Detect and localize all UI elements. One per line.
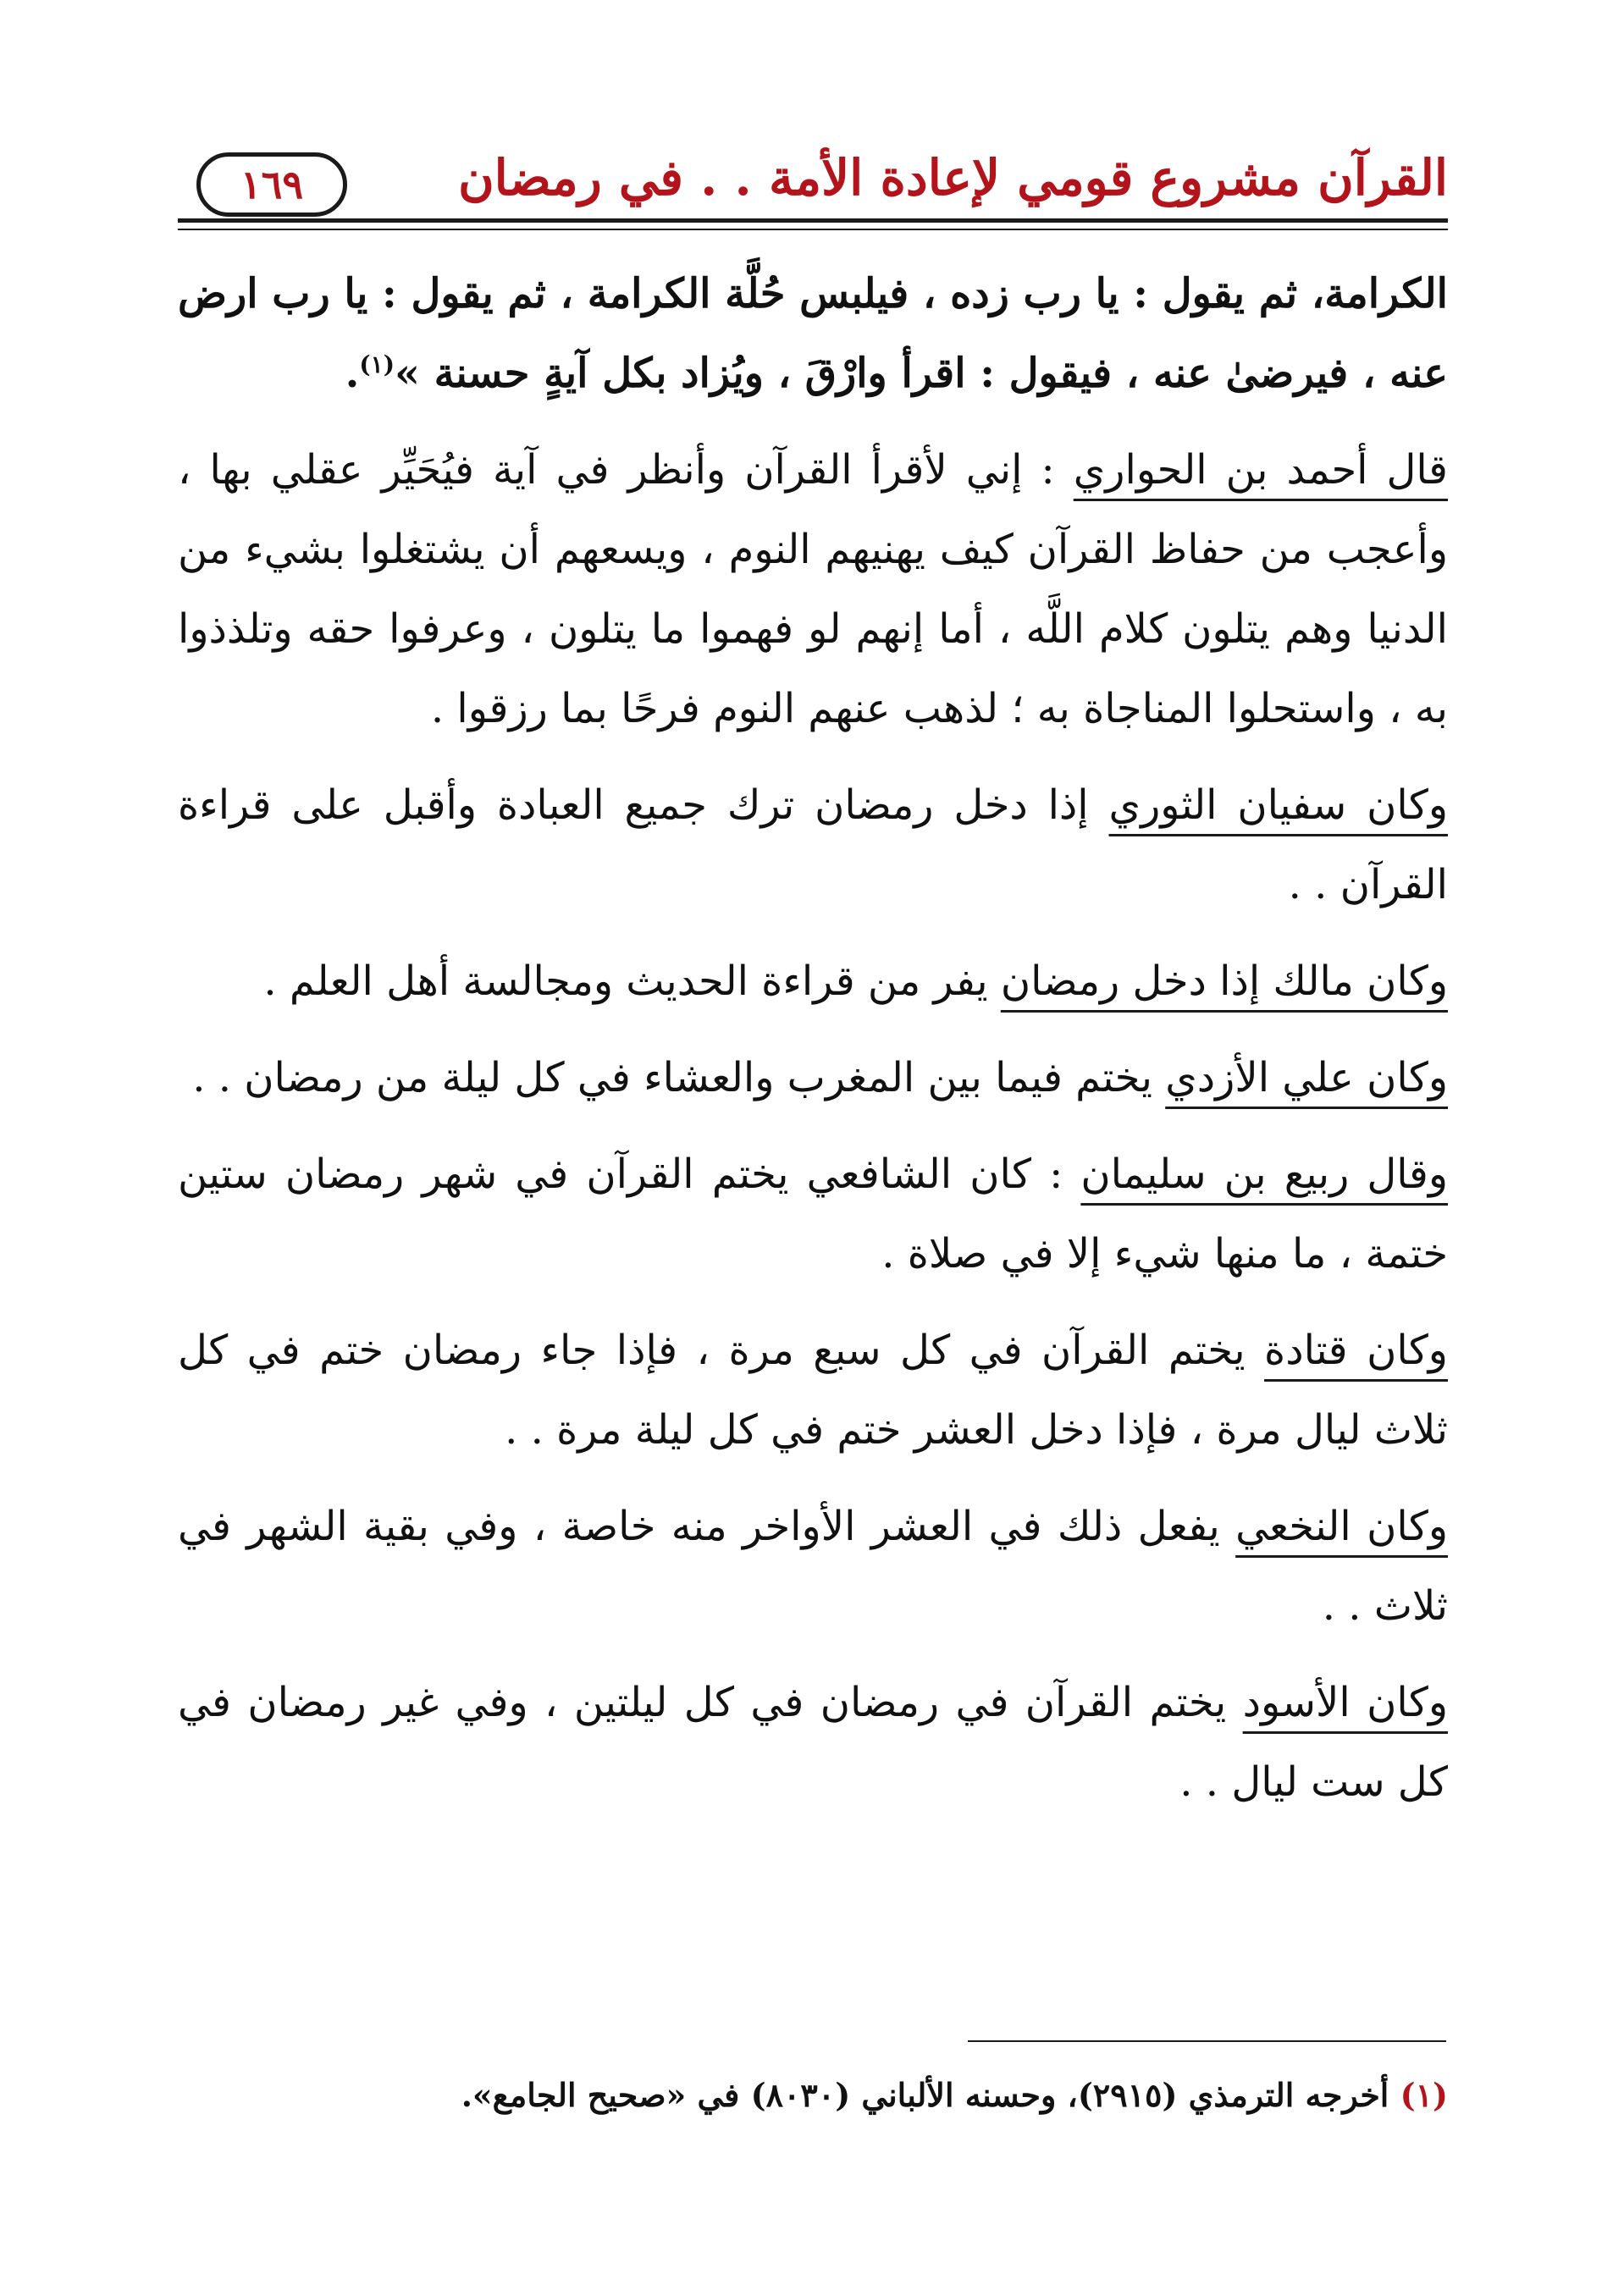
paragraph-ahmad-ibn-al-hawari (178, 430, 1448, 748)
paragraph-qatada (178, 1311, 1448, 1470)
footnote-text: أخرجه الترمذي (٢٩١٥)، وحسنه الألباني (٨٠٣٠) في «صحيح الجامع». (461, 2076, 1400, 2114)
footnote-separator (968, 2040, 1446, 2042)
paragraph-text: الكرامة، ثم يقول : يا رب زده ، فيلبس حُلَّة الكرامة ، ثم يقول : يا رب ارض عنه ، فيرضىٰ عنه ، فيقول : اقرأ وارْقَ ، ويُزاد بكل آيةٍ حسنة » (178, 270, 1448, 397)
page-number: ١٦٩ (240, 162, 304, 207)
paragraph-al-aswad (178, 1663, 1448, 1822)
narrator-name: وكان النخعي (1235, 1503, 1448, 1550)
body-text (178, 254, 1448, 1822)
header-rule-thick (178, 218, 1448, 223)
footnote-number: (١) (1400, 2076, 1448, 2114)
paragraph-text: : إني لأقرأ القرآن وأنظر في آية فيُحَيِّر عقلي بها ، وأعجب من حفاظ القرآن كيف يهنيهم النوم ، ويسعهم أن يشتغلوا بشيء من الدنيا وهم يتلون كلام اللَّه ، أما إنهم لو فهموا ما يتلون ، وعرفوا حقه وتلذذوا به ، واستحلوا المناجاة به ؛ لذهب عنهم النوم فرحًا بما رزقوا . (178, 446, 1448, 732)
paragraph-rabi-ibn-sulayman (178, 1134, 1448, 1294)
footnote-reference: (١) (359, 350, 395, 378)
paragraph-text: يختم فيما بين المغرب والعشاء في كل ليلة من رمضان . . (192, 1054, 1166, 1101)
paragraph-text: يختم القرآن في رمضان في كل ليلتين ، وفي غير رمضان في كل ست ليال . . (178, 1679, 1448, 1806)
paragraph-text: يختم القرآن في كل سبع مرة ، فإذا جاء رمضان ختم في كل ثلاث ليال مرة ، فإذا دخل العشر ختم في كل ليلة مرة . . (178, 1327, 1448, 1454)
narrator-name: وكان قتادة (1264, 1327, 1448, 1374)
narrator-name: قال أحمد بن الحواري (1073, 446, 1448, 494)
running-title: القرآن مشروع قومي لإعادة الأمة . . في رمضان (458, 149, 1448, 207)
page-header (178, 127, 1448, 229)
page-number-badge (196, 152, 347, 217)
paragraph-al-nakhai (178, 1487, 1448, 1646)
narrator-name: وقال ربيع بن سليمان (1080, 1151, 1448, 1198)
paragraph-malik (178, 941, 1448, 1021)
paragraph-ali-al-azdi (178, 1038, 1448, 1118)
paragraph-text: يفر من قراءة الحديث ومجالسة أهل العلم . (263, 958, 1001, 1005)
narrator-name: وكان سفيان الثوري (1108, 781, 1448, 829)
narrator-name: وكان مالك إذا دخل رمضان (1000, 958, 1448, 1005)
paragraph-hadith-continuation (178, 254, 1448, 413)
paragraph-text: : كان الشافعي يختم القرآن في شهر رمضان ستين ختمة ، ما منها شيء إلا في صلاة . (178, 1151, 1448, 1278)
header-rule-thin (178, 229, 1448, 230)
paragraph-sufyan-al-thawri (178, 765, 1448, 924)
narrator-name: وكان علي الأزدي (1165, 1054, 1448, 1101)
paragraph-text: . (345, 350, 360, 397)
paragraph-text: يفعل ذلك في العشر الأواخر منه خاصة ، وفي بقية الشهر في ثلاث . . (178, 1503, 1448, 1630)
narrator-name: وكان الأسود (1242, 1679, 1449, 1726)
footnote (178, 2066, 1448, 2125)
paragraph-text: إذا دخل رمضان ترك جميع العبادة وأقبل على قراءة القرآن . . (178, 781, 1448, 908)
